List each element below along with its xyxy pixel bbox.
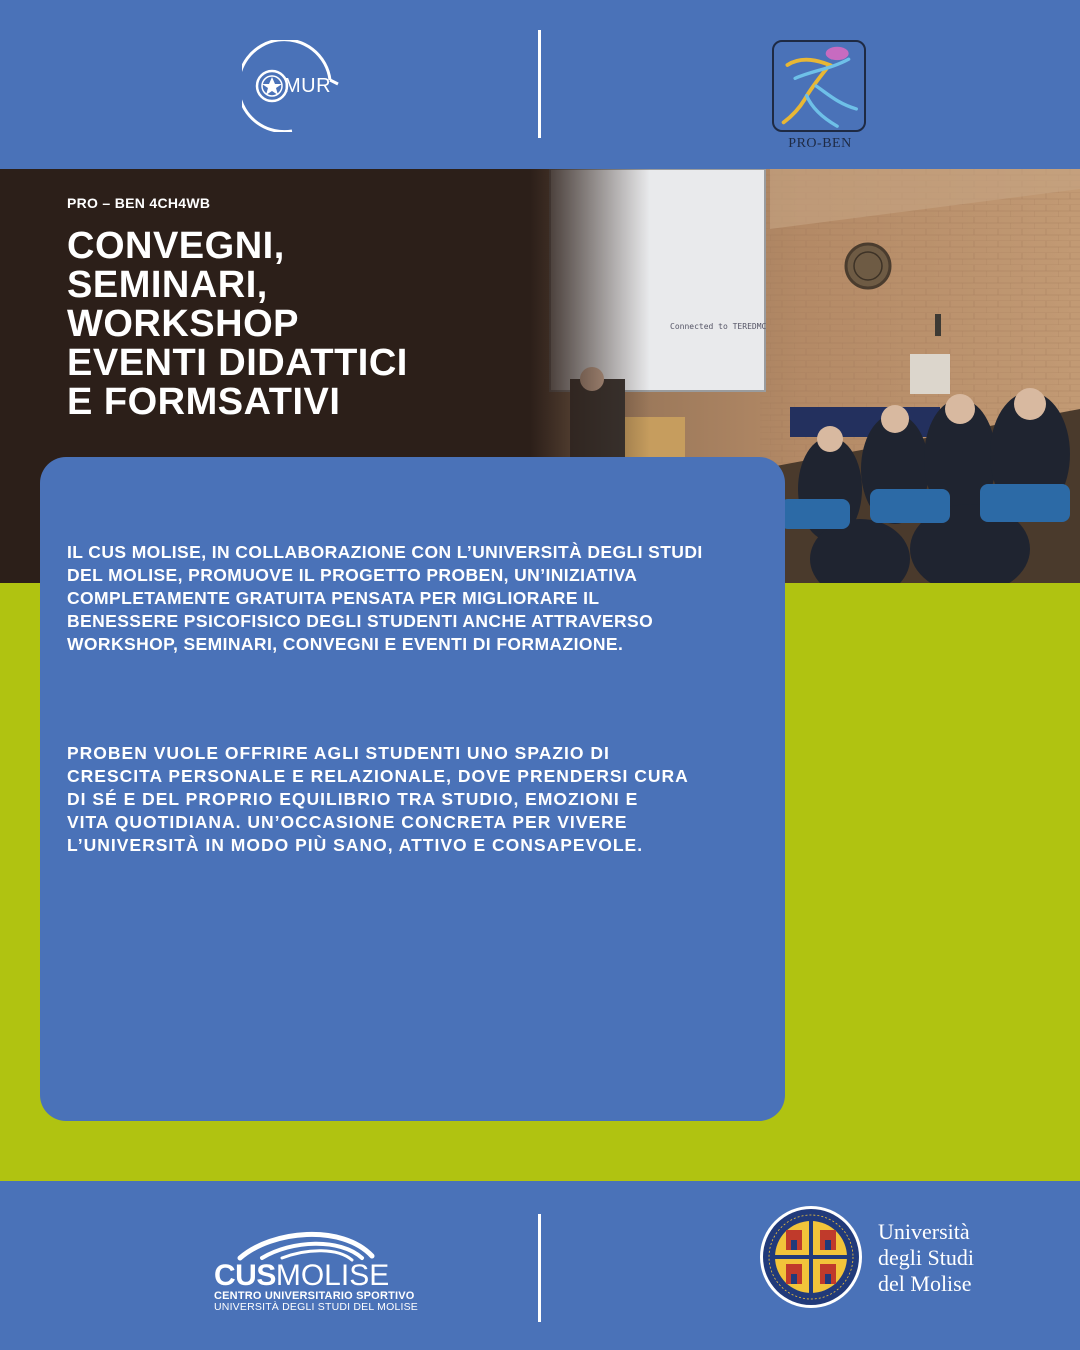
card-paragraph-1	[67, 541, 703, 656]
headline-line: EVENTI DIDATTICI	[67, 342, 408, 384]
unimol-line: degli Studi	[878, 1245, 974, 1270]
paragraph-line: CRESCITA PERSONALE E RELAZIONALE, DOVE PRENDERSI CURA	[67, 766, 689, 786]
unimol-line: del Molise	[878, 1271, 972, 1296]
headline-line: SEMINARI,	[67, 264, 268, 306]
headline-line: WORKSHOP	[67, 303, 299, 345]
cus-wordmark	[214, 1259, 389, 1293]
screen-caption: Connected to TEREDMC	[670, 322, 767, 331]
unimol-line: Università	[878, 1219, 970, 1244]
headline-line: E FORMSATIVI	[67, 381, 341, 423]
header-divider	[538, 30, 541, 138]
proben-logo-frame	[772, 40, 866, 132]
paragraph-line: BENESSERE PSICOFISICO DEGLI STUDENTI ANCHE ATTRAVERSO	[67, 611, 654, 631]
proben-logo	[772, 40, 868, 156]
card-paragraph-2	[67, 742, 689, 857]
paragraph-line: DEL MOLISE, PROMUOVE IL PROGETTO PROBEN, UN’INIZIATIVA	[67, 565, 638, 585]
cus-word-light: MOLISE	[275, 1259, 390, 1292]
cus-subtitle-1: CENTRO UNIVERSITARIO SPORTIVO	[214, 1290, 415, 1302]
paragraph-line: IL CUS MOLISE, IN COLLABORAZIONE CON L’UNIVERSITÀ DEGLI STUDI	[67, 542, 703, 562]
unimol-wordmark	[878, 1219, 974, 1297]
proben-runner-icon	[774, 42, 864, 130]
hero-kicker: PRO – BEN 4CH4WB	[67, 195, 211, 211]
proben-label: PRO-BEN	[788, 136, 852, 151]
headline-line: CONVEGNI,	[67, 225, 285, 267]
paragraph-line: PROBEN VUOLE OFFRIRE AGLI STUDENTI UNO SPAZIO DI	[67, 743, 610, 763]
paragraph-line: COMPLETAMENTE GRATUITA PENSATA PER MIGLIORARE IL	[67, 588, 600, 608]
mur-label: MUR	[284, 75, 332, 97]
paragraph-line: VITA QUOTIDIANA. UN’OCCASIONE CONCRETA PER VIVERE	[67, 812, 628, 832]
hero-headline	[67, 227, 408, 422]
footer-divider	[538, 1214, 541, 1322]
cus-word-bold: CUS	[214, 1259, 276, 1292]
paragraph-line: WORKSHOP, SEMINARI, CONVEGNI E EVENTI DI FORMAZIONE.	[67, 634, 624, 654]
cus-subtitle-2: UNIVERSITÀ DEGLI STUDI DEL MOLISE	[214, 1301, 419, 1313]
paragraph-line: DI SÉ E DEL PROPRIO EQUILIBRIO TRA STUDIO, EMOZIONI E	[67, 789, 639, 809]
unimol-seal-icon	[758, 1204, 864, 1310]
paragraph-line: L’UNIVERSITÀ IN MODO PIÙ SANO, ATTIVO E CONSAPEVOLE.	[67, 835, 644, 855]
